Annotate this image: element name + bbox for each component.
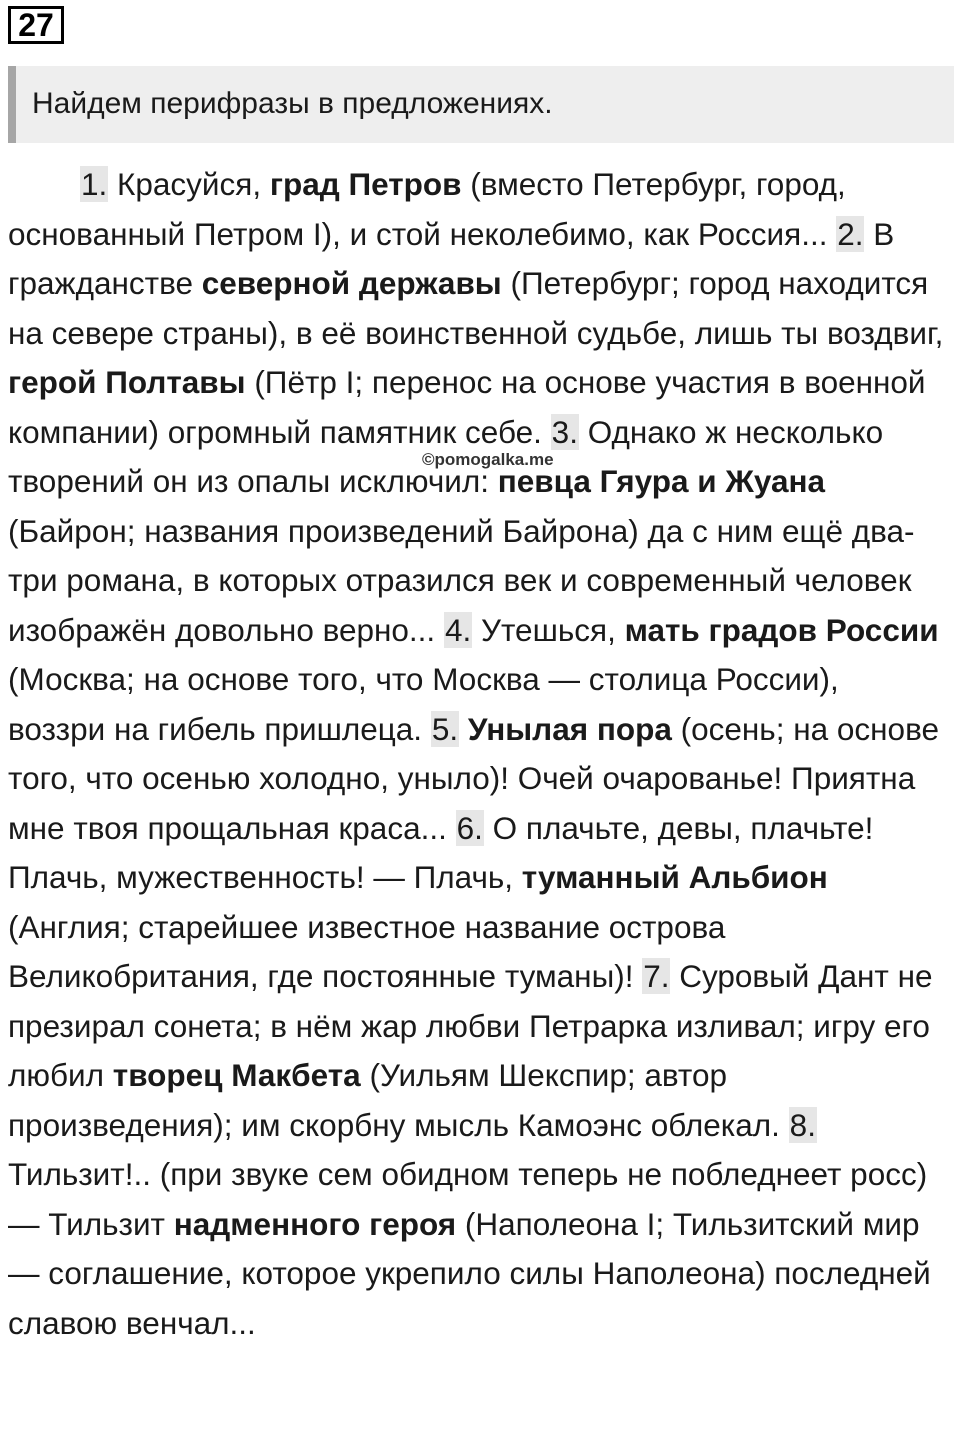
sentence-number: 2. bbox=[837, 215, 864, 252]
text-run: (осень; на основе того, что осенью холодно, уныло)! Очей очарованье! Приятна мне твоя прощальная краса... bbox=[8, 710, 939, 846]
text-run: (Пётр I; перенос на основе участия в военной компании) огромный памятник себе. bbox=[8, 364, 926, 450]
sentence-number: 3. bbox=[551, 413, 578, 450]
text-run: Тильзит!.. (при звуке сем обидном теперь не побледнеет росс) — Тильзит bbox=[8, 1156, 928, 1242]
sentence-number: 7. bbox=[643, 958, 670, 994]
text-run: (Наполеона I; Тильзитский мир — соглашение, которое укрепило силы Наполеона) последней славою венчал... bbox=[8, 1205, 931, 1341]
text-run: В гражданстве bbox=[8, 215, 895, 301]
sentence-number: 8. bbox=[789, 1106, 816, 1143]
text-run: Утешься, bbox=[472, 611, 625, 648]
periphrasis-highlight: мать градов России bbox=[624, 611, 939, 648]
text-run: О плачьте, девы, плачьте! Плачь, мужественность! — Плачь, bbox=[8, 809, 874, 895]
text-run: Красуйся, bbox=[108, 166, 270, 202]
periphrasis-highlight: герой Полтавы bbox=[8, 364, 246, 400]
periphrasis-highlight: туманный Альбион bbox=[521, 859, 828, 895]
periphrasis-highlight: северной державы bbox=[201, 265, 502, 301]
sentence-number: 6. bbox=[456, 809, 483, 846]
text-run: Суровый Дант не презирал сонета; в нём жар любви Петрарка изливал; игру его любил bbox=[8, 958, 933, 1093]
periphrasis-highlight: певца Гяура и Жуана bbox=[497, 463, 826, 499]
text-run: (Байрон; названия произведений Байрона) да с ним ещё два-три романа, в которых отразился век и современный человек изображён довольно верно... bbox=[8, 512, 915, 648]
answer-text bbox=[8, 160, 944, 1348]
text-run: (Петербург; город находится на севере страны), в её воинственной судьбе, лишь ты воздвиг, bbox=[8, 265, 944, 351]
text-run: (вместо Петербург, город, основанный Петром I), и стой неколебимо, как Россия... bbox=[8, 166, 846, 252]
task-heading-banner bbox=[8, 66, 954, 143]
watermark: ©pomogalka.me bbox=[422, 450, 554, 469]
periphrasis-highlight: Унылая пора bbox=[467, 710, 672, 747]
text-run bbox=[459, 711, 468, 747]
text-run: (Москва; на основе того, что Москва — столица России), воззри на гибель пришлеца. bbox=[8, 661, 839, 747]
sentence-number: 4. bbox=[444, 611, 472, 648]
answer-paragraph bbox=[8, 160, 944, 1348]
text-run: Однако ж несколько творений он из опалы исключил: bbox=[8, 413, 884, 499]
periphrasis-highlight: творец Макбета bbox=[112, 1057, 361, 1093]
periphrasis-highlight: град Петров bbox=[269, 166, 462, 202]
task-number-badge: 27 bbox=[8, 6, 64, 44]
text-run: (Англия; старейшее известное название острова Великобритания, где постоянные туманы)! bbox=[8, 908, 726, 994]
task-heading: Найдем перифразы в предложениях. bbox=[32, 87, 553, 120]
sentence-number: 5. bbox=[431, 710, 459, 747]
text-run: (Уильям Шекспир; автор произведения); им скорбну мысль Камоэнс облекал. bbox=[8, 1057, 789, 1143]
periphrasis-highlight: надменного героя bbox=[173, 1205, 457, 1242]
sentence-number: 1. bbox=[81, 166, 108, 202]
